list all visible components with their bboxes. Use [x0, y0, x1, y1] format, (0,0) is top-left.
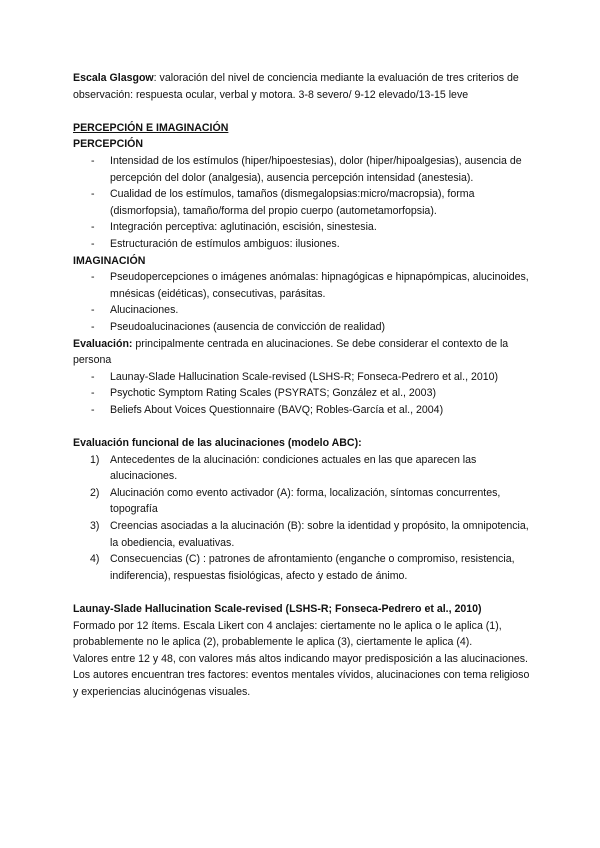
lshs-paragraph: Los autores encuentran tres factores: eventos mentales vívidos, alucinaciones con tema religioso y experiencias alucinógenas visuales.	[73, 669, 530, 698]
list-item: - Alucinaciones.	[73, 302, 533, 319]
list-item: - Integración perceptiva: aglutinación, escisión, sinestesia.	[73, 219, 533, 236]
list-item: - Beliefs About Voices Questionnaire (BAVQ; Robles-García et al., 2004)	[73, 402, 533, 419]
imaginacion-heading: IMAGINACIÓN	[73, 254, 146, 267]
item-number: 4)	[90, 553, 100, 566]
evaluacion-list	[73, 369, 533, 419]
list-item: - Psychotic Symptom Rating Scales (PSYRATS; González et al., 2003)	[73, 385, 533, 402]
section-title: PERCEPCIÓN E IMAGINACIÓN	[73, 121, 229, 134]
list-item	[73, 485, 533, 518]
list-item: - Pseudopercepciones o imágenes anómalas: hipnagógicas e hipnapómpicas, alucinoides, mnésicas (eidéticas), consecutivas, parásitas.	[73, 269, 533, 302]
item-number: 1)	[90, 453, 100, 466]
intro-paragraph	[73, 70, 533, 103]
list-item: - Launay-Slade Hallucination Scale-revised (LSHS-R; Fonseca-Pedrero et al., 2010)	[73, 369, 533, 386]
item-text: Creencias asociadas a la alucinación (B): sobre la identidad y propósito, la omnipotencia, la obediencia, evaluativas.	[110, 520, 529, 549]
intro-text: : valoración del nivel de conciencia mediante la evaluación de tres criterios de observación: respuesta ocular, verbal y motora. 3-8 severo/ 9-12 elevado/13-15 leve	[73, 72, 519, 101]
list-item: - Estructuración de estímulos ambiguos: ilusiones.	[73, 236, 533, 253]
abc-heading: Evaluación funcional de las alucinaciones (modelo ABC):	[73, 437, 362, 450]
item-text: Antecedentes de la alucinación: condiciones actuales en las que aparecen las alucinaciones.	[110, 453, 477, 483]
imaginacion-list	[73, 269, 533, 335]
evaluacion-paragraph	[73, 336, 533, 369]
abc-list	[73, 452, 533, 585]
document-body	[73, 70, 533, 701]
evaluacion-text: principalmente centrada en alucinaciones. Se debe considerar el contexto de la persona	[73, 337, 509, 367]
item-number: 3)	[90, 520, 100, 533]
list-item	[73, 452, 533, 485]
item-text: Consecuencias (C) : patrones de afrontamiento (enganche o compromiso, resistencia, indiferencia), respuestas fisiológicas, afecto y estado de ánimo.	[110, 553, 515, 582]
list-item: - Intensidad de los estímulos (hiper/hipoestesias), dolor (hiper/hipoalgesias), ausencia de percepción del dolor (analgesia), ausencia percepción intensidad (anestesia).	[73, 153, 533, 186]
intro-term: Escala Glasgow	[73, 72, 154, 84]
list-item: - Cualidad de los estímulos, tamaños (dismegalopsias:micro/macropsia), forma (dismorfopsia), tamaño/forma del propio cuerpo (autometamorfopsia).	[73, 186, 533, 219]
lshs-heading: Launay-Slade Hallucination Scale-revised (LSHS-R; Fonseca-Pedrero et al., 2010)	[73, 603, 482, 615]
list-item	[73, 518, 533, 551]
percepcion-heading: PERCEPCIÓN	[73, 138, 144, 151]
item-number: 2)	[90, 486, 100, 499]
list-item	[73, 551, 533, 584]
percepcion-list	[73, 153, 533, 253]
lshs-paragraph: Formado por 12 ítems. Escala Likert con 4 anclajes: ciertamente no le aplica o le aplica (1), probablemente no le aplica (2), probablemente le aplica (3), ciertamente le aplica (4).	[73, 619, 502, 649]
evaluacion-label: Evaluación:	[73, 337, 133, 350]
list-item: - Pseudoalucinaciones (ausencia de convicción de realidad)	[73, 319, 533, 336]
lshs-paragraph: Valores entre 12 y 48, con valores más altos indicando mayor predisposición a las alucinaciones.	[73, 652, 528, 665]
item-text: Alucinación como evento activador (A): forma, localización, síntomas concurrentes, topografía	[110, 486, 501, 516]
